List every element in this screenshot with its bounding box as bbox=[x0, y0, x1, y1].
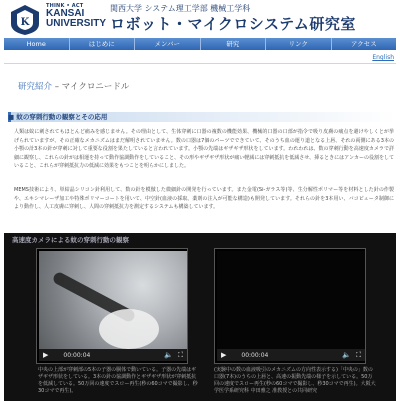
fullscreen-icon[interactable]: ⛶ bbox=[356, 350, 361, 359]
nav-research[interactable]: 研究 bbox=[201, 38, 267, 50]
logo-tagline: THINK • ACT bbox=[46, 3, 84, 9]
nav-links[interactable]: リンク bbox=[266, 38, 332, 50]
nav-members[interactable]: メンバー bbox=[135, 38, 201, 50]
nav-access[interactable]: アクセス bbox=[332, 38, 397, 50]
video-caption-right: (実験中の数の血液吸引のメカニズムの方向性表示する)「中央の」数の口器(7本)のうちの上唇と、高速の振動先端の様子を示している。50万回の速度でスロー再生(秒の60コマで撮影し、秒30コマで再生)。大阪大学医学系研究科 中田雅之 准教授との共同研究 bbox=[214, 367, 376, 394]
video-controls bbox=[217, 349, 365, 361]
video-frame[interactable] bbox=[217, 251, 365, 349]
breadcrumb-category[interactable]: 研究紹介 bbox=[18, 82, 53, 92]
lab-title: ロボット・マイクロシステム研究室 bbox=[110, 15, 356, 33]
header-divider bbox=[4, 63, 396, 64]
play-icon[interactable]: ▶ bbox=[221, 351, 227, 359]
video-frame[interactable] bbox=[39, 251, 187, 349]
breadcrumb bbox=[18, 80, 129, 92]
logo-wordmark bbox=[46, 9, 106, 29]
nav-intro[interactable]: はじめに bbox=[70, 38, 136, 50]
breadcrumb-separator: – bbox=[52, 82, 62, 92]
logo-word-1: KANSAI bbox=[46, 8, 85, 19]
section-title: ■ 蚊の穿刺行動の観察とその応用 bbox=[8, 113, 108, 121]
video-time: 00:00:04 bbox=[63, 351, 91, 359]
english-link[interactable]: English bbox=[372, 54, 394, 61]
svg-text:K: K bbox=[20, 17, 30, 28]
logo-word-2: UNIVERSITY bbox=[46, 18, 107, 29]
video-section-title: 高速度カメラによる蚊の穿刺行動の観察 bbox=[12, 236, 129, 244]
video-player-right[interactable] bbox=[214, 248, 366, 364]
intro-paragraph: 人類は蚊に刺されてもほとんど痛みを感じません。その理由として、生体穿刺に口器の複数の機能効果、機械的口器の口部が指令で吸り皮膚の痛点を避けやしくとが挙げられていますが、その正確なメカニズムはまだ解明されていません。数の口器は7個のパーツでできていて、そのうち血の運り道となる上唇、それの両側にある3本の小顎の計3本の針が穿刺に対して重要な役割を果たしていると言われています。小顎の先端はギザギザ形状をしています。われわれは、数の穿刺行動を高速度カメラで詳細に観察し、これらの針がは相運を持って動作協調動作をしていること、その形やギザギザ形状が痛い軽減には穿刺抵抗を低減させ、挿るときにはアンカーの役割をしていること、これらが穿刺抵抗力の低減に効果をもつことを明らかにしました。 bbox=[14, 129, 394, 170]
video-controls bbox=[39, 349, 187, 361]
department-label: 関西大学 システム理工学部 機械工学科 bbox=[110, 4, 251, 13]
nav-home[interactable]: Home bbox=[4, 38, 70, 50]
video-caption-left: 中央の上部が穿刺部の5本の子器の胴体で動いている。子器の先端はギザギザ形状をしている。3本の針の協調動作とギザギザ形状が穿刺抵抗を低減している。50万回の速度でスロー再生(秒の60コマで撮影し、秒30コマで再生)。 bbox=[38, 367, 198, 394]
main-nav bbox=[4, 38, 396, 50]
site-header bbox=[0, 0, 400, 38]
fullscreen-icon[interactable]: ⛶ bbox=[178, 350, 183, 359]
mems-paragraph: MEMS技術により、単結晶シリコン針利用して、数の針を模倣した微細針の開発を行っています。また金電(Si-ガラス等)等、生分解性ポリマー等を材料とした針の作製や、エキシマレーザ加工や特殊ポリマーコートを用いて、中空針(血液の採取、薬剤の注入が可能な構造)も開発しています。それらの針を3本用い、バコピュータ制御により動作し、人工皮膚に穿刺し、人間の穿刺抵抗力を測定するシステムも構築しています。 bbox=[14, 187, 394, 211]
volume-icon[interactable]: 🔈 bbox=[342, 351, 352, 359]
video-time: 00:00:04 bbox=[241, 351, 269, 359]
university-logo[interactable] bbox=[5, 2, 45, 36]
video-player-left[interactable] bbox=[36, 248, 188, 364]
skin-shape bbox=[99, 309, 159, 349]
play-icon[interactable]: ▶ bbox=[43, 351, 49, 359]
volume-icon[interactable]: 🔈 bbox=[164, 351, 174, 359]
breadcrumb-page: マイクロニードル bbox=[61, 82, 130, 92]
